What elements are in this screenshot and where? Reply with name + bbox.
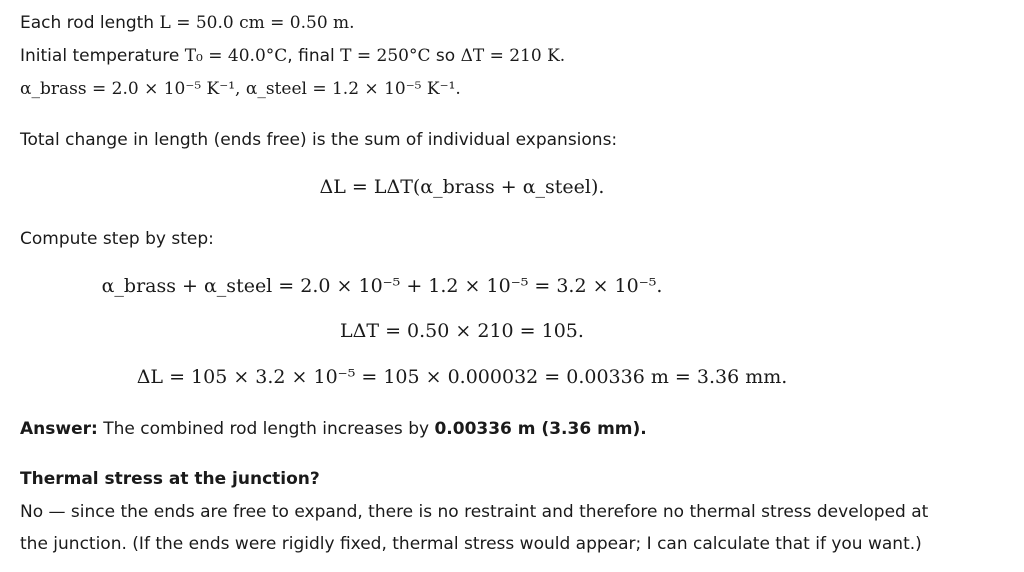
stress-paragraph-line-1: No — since the ends are free to expand, there is no restraint and therefore no thermal stress developed at: [20, 502, 929, 522]
step-2-equation: LΔT = 0.50 × 210 = 105.: [340, 320, 584, 342]
answer-line: [20, 418, 647, 440]
temp-delta: ΔT = 210 K.: [460, 46, 566, 66]
answer-text: The combined rod length increases by: [97, 419, 435, 439]
given-alphas: α_brass = 2.0 × 10⁻⁵ K⁻¹, α_steel = 1.2 × 10⁻⁵ K⁻¹.: [20, 79, 461, 99]
rod-length-prefix: Each rod length: [20, 13, 160, 33]
step-1-equation: α_brass + α_steel = 2.0 × 10⁻⁵ + 1.2 × 10⁻⁵ = 3.2 × 10⁻⁵.: [101, 275, 663, 297]
alpha-steel: α_steel = 1.2 × 10⁻⁵ K⁻¹.: [245, 79, 461, 99]
steps-heading: Compute step by step:: [20, 229, 214, 249]
temp-so: so: [430, 46, 461, 66]
stress-heading: Thermal stress at the junction?: [20, 469, 320, 489]
alpha-brass: α_brass = 2.0 × 10⁻⁵ K⁻¹: [20, 79, 236, 99]
answer-value: 0.00336 m (3.36 mm).: [434, 419, 647, 439]
main-formula: ΔL = LΔT(α_brass + α_steel).: [319, 176, 605, 198]
temp-prefix: Initial temperature: [20, 46, 185, 66]
temp-final-text: , final: [287, 46, 341, 66]
given-rod-length: [20, 12, 355, 34]
step-3-equation: ΔL = 105 × 3.2 × 10⁻⁵ = 105 × 0.000032 = 0.00336 m = 3.36 mm.: [136, 366, 788, 388]
total-change-text: Total change in length (ends free) is the sum of individual expansions:: [20, 130, 618, 150]
temp-initial: T₀ = 40.0°C: [184, 46, 288, 66]
stress-paragraph-line-2: the junction. (If the ends were rigidly fixed, thermal stress would appear; I can calculate that if you want.): [20, 534, 922, 554]
temp-final: T = 250°C: [340, 46, 431, 66]
given-temperature: [20, 45, 565, 67]
answer-label: Answer:: [20, 419, 98, 439]
rod-length-math: L = 50.0 cm = 0.50 m.: [159, 13, 355, 33]
